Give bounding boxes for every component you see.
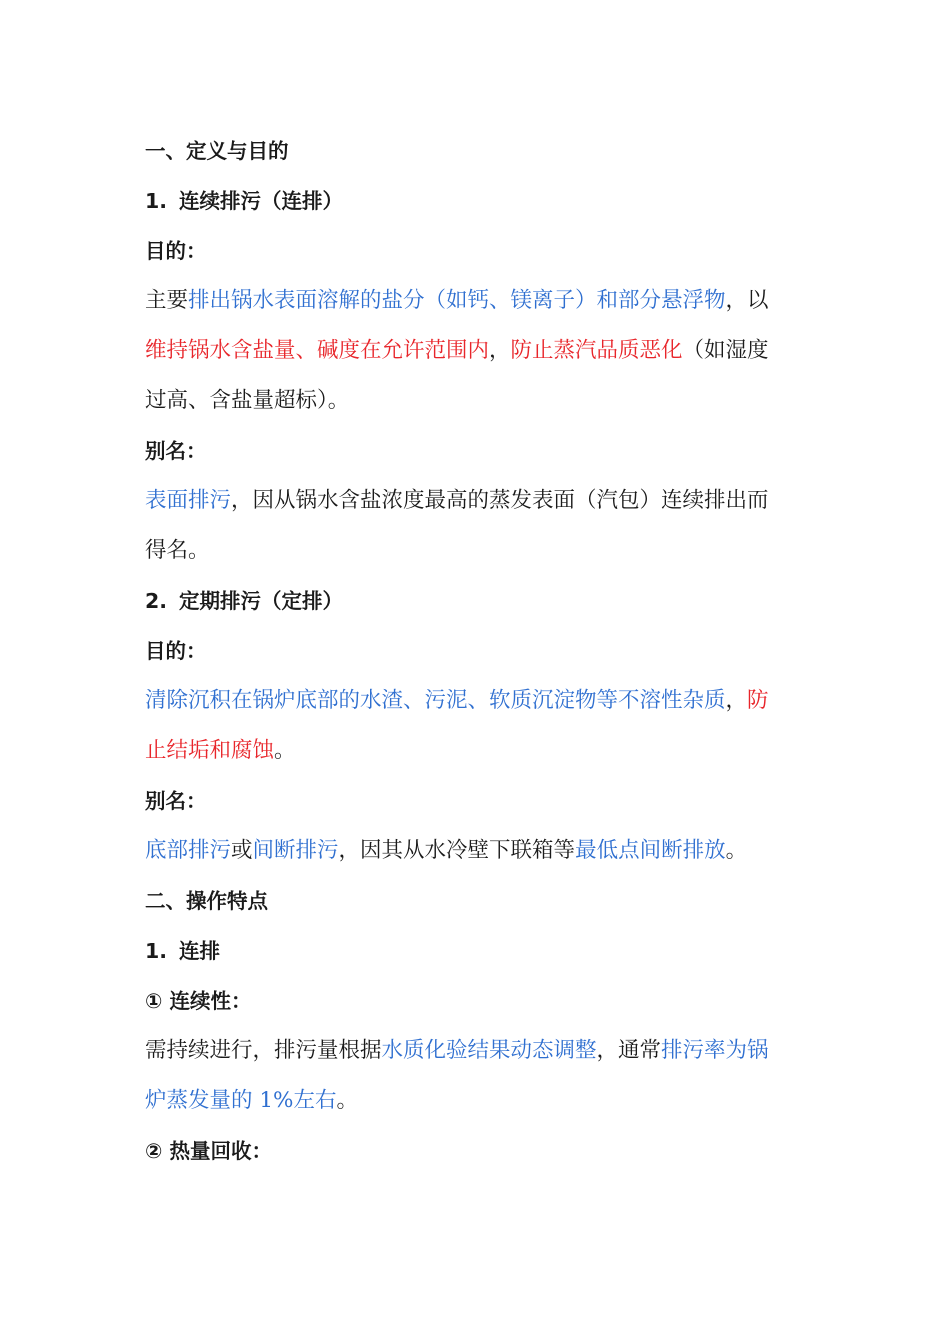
document-body xyxy=(145,126,805,1176)
highlight-blue: 排污率为锅 xyxy=(661,1038,769,1063)
text-run: ， xyxy=(725,688,748,713)
item-number: 1. xyxy=(145,939,168,963)
highlight-red: 防止蒸汽品质恶化 xyxy=(510,338,683,363)
alias-label: 别名： xyxy=(145,439,207,463)
highlight-blue: 最低点间断排放 xyxy=(575,838,726,863)
section-heading-2: 二、操作特点 xyxy=(145,889,268,913)
paragraph-line xyxy=(145,1026,805,1076)
item-title: 连排 xyxy=(179,939,220,963)
text-run: 得名。 xyxy=(145,538,210,563)
paragraph-line xyxy=(145,676,805,726)
text-run: ，以 xyxy=(725,288,769,313)
subheading-continuous xyxy=(145,926,805,976)
paragraph-line xyxy=(145,826,805,876)
subheading-continuous-blowdown xyxy=(145,176,805,226)
highlight-blue: 间断排污 xyxy=(252,838,339,863)
paragraph-line xyxy=(145,526,805,576)
text-run: ，因其从水冷壁下联箱等 xyxy=(338,838,576,863)
paragraph-line xyxy=(145,476,805,526)
paragraph-line xyxy=(145,376,805,426)
item-title: 定期排污（定排） xyxy=(179,589,343,613)
paragraph-line xyxy=(145,726,805,776)
subheading-periodic-blowdown xyxy=(145,576,805,626)
highlight-red: 维持锅水含盐量、碱度在允许范围内 xyxy=(145,338,490,363)
text-run: ，因从锅水含盐浓度最高的蒸发表面（汽包）连续排出而 xyxy=(231,488,769,513)
purpose-label: 目的： xyxy=(145,639,207,663)
text-run: ，通常 xyxy=(596,1038,662,1063)
text-run: 。 xyxy=(725,838,748,863)
paragraph-line xyxy=(145,1076,805,1126)
highlight-blue: 底部排污 xyxy=(145,838,232,863)
highlight-blue: 排出锅水表面溶解的盐分（如钙、镁离子）和部分悬浮物 xyxy=(188,288,726,313)
section-heading-1: 一、定义与目的 xyxy=(145,139,289,163)
highlight-red: 防 xyxy=(747,688,769,713)
highlight-red: 止结垢和腐蚀 xyxy=(145,738,275,763)
item-title: 连续排污（连排） xyxy=(179,189,343,213)
text-run: （如湿度 xyxy=(682,338,769,363)
text-run: 主要 xyxy=(145,288,189,313)
highlight-blue: 水质化验结果动态调整 xyxy=(381,1038,597,1063)
text-run: 需持续进行，排污量根据 xyxy=(145,1038,382,1063)
item-number: 2. xyxy=(145,589,168,613)
text-run: 或 xyxy=(231,838,253,863)
highlight-blue: 清除沉积在锅炉底部的水渣、污泥、软质沉淀物等不溶性杂质 xyxy=(145,688,726,713)
purpose-label: 目的： xyxy=(145,239,207,263)
alias-label: 别名： xyxy=(145,789,207,813)
text-run: 过高、含盐量超标）。 xyxy=(145,388,350,413)
text-run: 。 xyxy=(336,1088,358,1113)
paragraph-line xyxy=(145,326,805,376)
item-number: 1. xyxy=(145,189,168,213)
point-heat-recovery-title: ② 热量回收： xyxy=(145,1139,272,1163)
text-run: ， xyxy=(489,338,511,363)
paragraph-line xyxy=(145,276,805,326)
text-run: 。 xyxy=(274,738,296,763)
point-continuity-title: ① 连续性： xyxy=(145,989,252,1013)
highlight-blue: 炉蒸发量的 1%左右 xyxy=(145,1088,337,1113)
highlight-blue: 表面排污 xyxy=(145,488,232,513)
